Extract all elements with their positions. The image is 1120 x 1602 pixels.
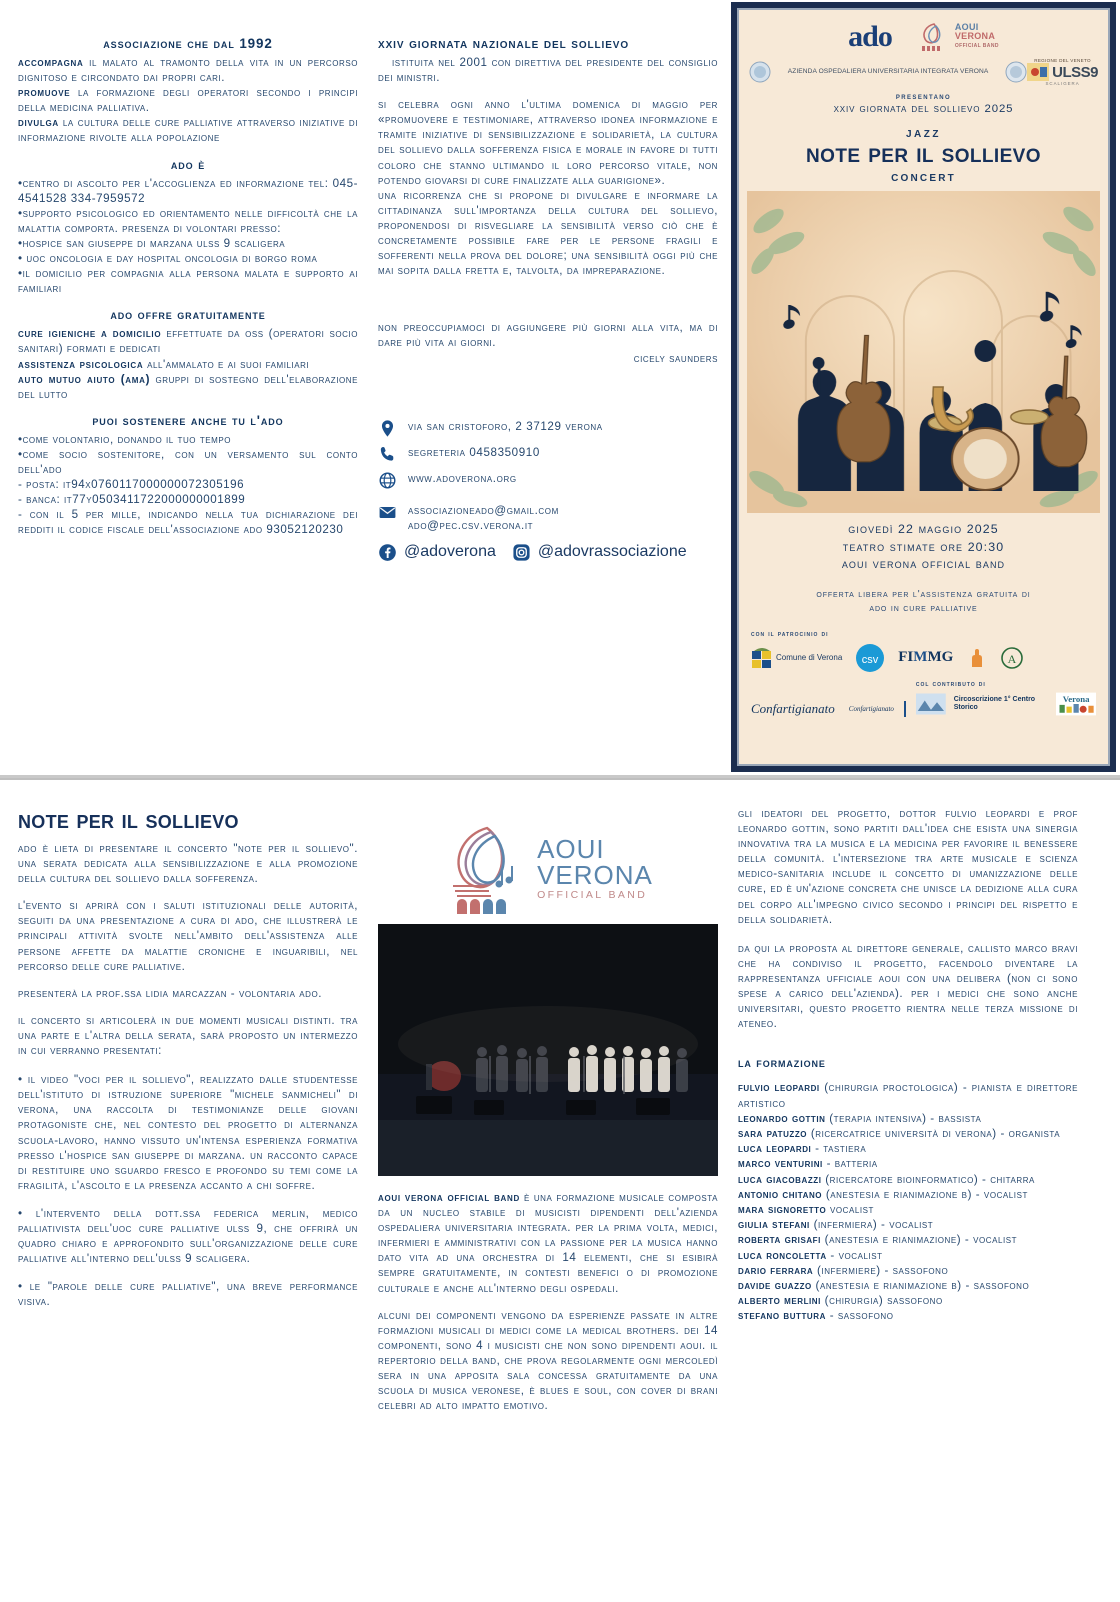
paragraph-componenti: alcuni dei componenti vengono da esperienze passate in altre formazioni musicali di medici come la medical brothers. dei 14 componenti, sono 4 i musicisti che non sono dipendenti aoui. il repertorio della band, che prova regolarmente ogni mercoledì sera in una apposita sala concessa gratuitamente da una scuola di musica veronese, è blues e soul, con cover di brani celebri ad alto impatto emotivo. bbox=[378, 1308, 718, 1413]
paragraph-proposta: da qui la proposta al direttore generale, callisto marco bravi che ha condiviso il progetto, facendolo diventare la rappresentanza ufficiale aoui con una delibera (non ci sono spese a carico dell'azienda). per i medici che sono anche universitari, questo progetto rientra nelle terza missione di ateneo. bbox=[738, 941, 1078, 1031]
member-name: sara patuzzo bbox=[738, 1126, 808, 1140]
poster-institution-row bbox=[739, 56, 1108, 86]
list-item: •come volontario, donando il tuo tempo bbox=[18, 432, 232, 446]
paragraph-concerto: il concerto si articolerà in due momenti musicali distinti. tra una parte e l'altra della serata, sarà proposto un intermezzo in cui verranno presentati: bbox=[18, 1013, 358, 1058]
hand-logo-icon bbox=[966, 647, 988, 669]
brochure-page-2 bbox=[0, 778, 1120, 1602]
aoui-band-logo bbox=[378, 820, 718, 916]
confartigianato-1: Confartigianato bbox=[751, 700, 835, 716]
concert-label: concert bbox=[891, 169, 956, 185]
facebook-handle: @adoverona bbox=[404, 543, 496, 561]
contact-address bbox=[378, 419, 718, 438]
member-name: alberto merlini bbox=[738, 1294, 821, 1308]
email-gmail: associazioneado@gmail.com bbox=[408, 503, 559, 517]
member-name: antonio chitano bbox=[738, 1187, 823, 1201]
ado-logo: ado bbox=[848, 20, 892, 53]
member-role: (terapia intensiva) - bassista bbox=[825, 1111, 982, 1125]
envelope-icon bbox=[378, 503, 397, 522]
list-item bbox=[738, 1111, 1078, 1126]
lead-divulga: divulga bbox=[18, 116, 59, 130]
aoui-mark-large-icon bbox=[443, 820, 529, 916]
circoscrizione-crest-icon bbox=[916, 692, 946, 716]
list-item bbox=[738, 1172, 1078, 1187]
comune-verona-text: Comune di Verona bbox=[776, 653, 843, 662]
list-item bbox=[738, 1293, 1078, 1308]
list-item: • il video "voci per il sollievo", realizzato dalle studentesse dell'istituto di istruzione superiore "michele sanmicheli" di verona, una raccolta di testimonianze delle giovani protagoniste che, nel contesto del progetto di alternanza scuola-lavoro, hanno vissuto un'intensa esperienza formativa presso l'hospice san giuseppe di marzana. un racconto capace di restituire uno sguardo fresco e profondo su temi come la fragilità, l'ascolto e la presenza accanto a chi soffre. bbox=[18, 1073, 358, 1192]
member-name: marco venturini bbox=[738, 1157, 823, 1171]
service-ama bbox=[18, 372, 358, 402]
csv-logo-icon bbox=[855, 643, 885, 673]
lead-cure-igieniche: cure igieniche a domicilio bbox=[18, 327, 162, 341]
contribution-block bbox=[916, 679, 1096, 717]
member-role: (infermiera) - vocalist bbox=[809, 1218, 934, 1232]
comune-crest-icon bbox=[751, 646, 773, 670]
member-role: (chirurgia proctologica) - pianista e direttore artistico bbox=[738, 1081, 1079, 1110]
text-accompagna: il malato al tramonto della vita in un percorso dignitoso e circondato dai propri cari. bbox=[18, 56, 358, 85]
aoui-city: VERONA bbox=[954, 31, 996, 42]
codice-fiscale: - con il 5 per mille, indicando nella tua dichiarazione dei redditi il codice fiscale dell'associazione ado 93052120230 bbox=[18, 508, 358, 537]
member-name: davide guazzo bbox=[738, 1278, 812, 1292]
text-aoui-band: è una formazione musicale composta da un nucleo stabile di musicisti dipendenti dell'azienda ospedaliera universitaria integrata. per la prima volta, medici, infermieri e amministrativi con la passione per la musica hanno dato vita ad una orchestra di 14 elementi, che si esibirà sempre gratuitamente, in contesti benefici o di promozione culturale e anche all'interno degli ospedali. bbox=[378, 1191, 719, 1295]
brochure-page-1 bbox=[0, 0, 1120, 778]
iban-posta: - posta: it94x0760117000000072305196 bbox=[18, 478, 245, 492]
website-text: www.adoverona.org bbox=[408, 471, 517, 485]
text-cure-igieniche: effettuate da oss (operatori socio sanitari) formati e dedicati bbox=[18, 327, 358, 356]
member-name: giulia stefani bbox=[738, 1218, 810, 1232]
page2-left-column bbox=[18, 806, 358, 1309]
list-item bbox=[738, 1308, 1078, 1323]
circle-a-logo-icon bbox=[1001, 647, 1023, 669]
member-role: (chirurgia) sassofono bbox=[820, 1294, 943, 1308]
ulss-logo bbox=[1027, 58, 1098, 86]
logo-comune-verona bbox=[751, 646, 842, 670]
list-item bbox=[738, 1080, 1078, 1110]
list-item: • l'intervento della dott.ssa federica merlin, medico palliativista dell'uoc cure palliative ulss 9, che offrirà un quadro chiaro e approfondito sull'organizzazione delle cure palliative all'interno dell'ulss 9 scaligera. bbox=[18, 1206, 358, 1266]
member-name: dario ferrara bbox=[738, 1263, 814, 1277]
jazz-band-illustration bbox=[747, 191, 1100, 513]
contact-social[interactable] bbox=[378, 543, 718, 562]
list-item bbox=[738, 1232, 1078, 1247]
text-ama: gruppi di sostegno dell'elaborazione del lutto bbox=[18, 372, 359, 401]
list-item bbox=[738, 1187, 1078, 1202]
member-role: (anestesia e rianimazione) - vocalist bbox=[820, 1233, 1018, 1247]
aoui-name: AOUI bbox=[954, 21, 979, 32]
text-promuove: la formazione degli operatori secondo i principi della medicina palliativa. bbox=[18, 86, 358, 115]
offer-line-2: ado in cure palliative bbox=[869, 602, 978, 614]
paragraph-ricorrenza: una ricorrenza che si propone di divulgare e informare la cittadinanza sull'importanza della cultura del sollievo, proponendosi di risvegliare la sensibilità verso ciò che è concretamente possibile fare per le persone fragili e sofferenti nella prova del dolore; una sensibilità oggi più che mai sopita dalla fretta e, talvolta, da impreparazione. bbox=[378, 188, 718, 278]
member-role: (ricercatrice università di verona) - organista bbox=[807, 1126, 1061, 1140]
phone-icon bbox=[378, 445, 397, 464]
aoui-band-name: AOUI bbox=[537, 833, 605, 864]
poster-inner bbox=[737, 8, 1110, 766]
page2-middle-column bbox=[378, 806, 718, 1413]
contact-phone bbox=[378, 445, 718, 464]
aoui-sub: OFFICIAL BAND bbox=[954, 42, 999, 49]
quote-author: cicely saunders bbox=[633, 351, 718, 365]
lead-ama: auto mutuo aiuto (ama) bbox=[18, 372, 151, 386]
event-band: aoui verona official band bbox=[841, 557, 1006, 571]
member-name: roberta grisafi bbox=[738, 1233, 821, 1247]
member-role: vocalist bbox=[826, 1202, 874, 1216]
service-assistenza bbox=[18, 357, 358, 372]
list-item bbox=[738, 1248, 1078, 1263]
patronage-logos bbox=[751, 643, 1096, 673]
facebook-icon[interactable] bbox=[378, 543, 397, 562]
member-name: mara signoretto bbox=[738, 1202, 827, 1216]
list-item: •supporto psicologico ed orientamento nelle difficoltà che la malattia comporta. presenza di volontari presso: bbox=[18, 206, 358, 235]
offer-line-1: offerta libera per l'assistenza gratuita di bbox=[816, 588, 1031, 600]
event-venue: teatro stimate ore 20:30 bbox=[842, 539, 1005, 554]
heading-giornata: xxiv giornata nazionale del sollievo bbox=[378, 36, 630, 51]
paragraph-divulga bbox=[18, 115, 358, 145]
email-block bbox=[408, 503, 559, 533]
paragraph-evento: l'evento si aprirà con i saluti istituzionali delle autorità, seguiti da una presentazione a cura di ado, che illustrerà le principali attività svolte nell'ambito dell'assistenza alle persone affette da malattie croniche e inguaribili, nel percorso delle cure palliative. bbox=[18, 899, 358, 973]
globe-icon bbox=[378, 471, 397, 490]
paragraph-promuove bbox=[18, 85, 358, 115]
paragraph-accompagna bbox=[18, 55, 358, 85]
list-item: • le "parole delle cure palliative", una breve performance visiva. bbox=[18, 1280, 358, 1309]
fimmg-logo: FIMMG bbox=[898, 649, 954, 665]
list-item bbox=[738, 1141, 1078, 1156]
list-item: •centro di ascolto per l'accoglienza ed informazione tel: 045-4541528 334-7959572 bbox=[18, 176, 358, 205]
heading-ado-e: ado è bbox=[170, 156, 206, 172]
list-item: •come socio sostenitore, con un versamento sul conto dell'ado bbox=[18, 447, 358, 476]
paragraph-ideatori: gli ideatori del progetto, dottor fulvio leopardi e prof leonardo gottin, sono partiti dall'idea che esista una sinergia innovativa tra la musica e la medicina per favorire il benessere della comunità. l'intersezione tra arte musicale e scienza medico-sanitaria include il concetto di umanizzazione delle cure, ed è un'azione concreta che unisce la dedizione alla cura del corpo all'impegno civico secondo i principi del rispetto e della solidarietà. bbox=[738, 807, 1078, 926]
contribution-label: col contributo di bbox=[915, 678, 986, 688]
concert-poster bbox=[731, 2, 1116, 772]
paragraph-si-celebra: si celebra ogni anno l'ultima domenica di maggio per «promuovere e testimoniare, attraverso idonea informazione e tramite iniziative di sensibilizzazione e solidarietà, la cultura del sollievo dalla sofferenza fisica e morale in favore di tutti coloro che stanno ultimando il loro percorso vitale, non potendo giovarsi di cure finalizzate alla guarigione». bbox=[378, 98, 718, 187]
heading-la-formazione: la formazione bbox=[738, 1055, 826, 1071]
member-name: leonardo gottin bbox=[738, 1111, 826, 1125]
location-pin-icon bbox=[378, 419, 397, 438]
list-item bbox=[738, 1126, 1078, 1141]
poster-artwork bbox=[747, 191, 1100, 513]
list-item: • uoc oncologia e day hospital oncologia di borgo roma bbox=[18, 252, 318, 266]
presentano-label: presentano bbox=[895, 91, 952, 101]
page1-middle-column bbox=[378, 36, 718, 562]
address-text: via san cristoforo, 2 37129 verona bbox=[408, 419, 603, 433]
member-name: fulvio leopardi bbox=[738, 1081, 820, 1095]
page2-right-column bbox=[738, 806, 1078, 1324]
poster-footer bbox=[739, 513, 1108, 764]
band-stage-photo bbox=[378, 924, 718, 1176]
member-name: stefano buttura bbox=[738, 1309, 826, 1323]
email-pec: ado@pec.csv.verona.it bbox=[408, 518, 534, 532]
paragraph-intro: ado è lieta di presentare il concerto "note per il sollievo". una serata dedicata alla sensibilizzazione e alla promozione della cultura del sollievo dalla sofferenza. bbox=[18, 842, 358, 886]
page2-title: note per il sollievo bbox=[18, 806, 239, 834]
event-date: giovedì 22 maggio 2025 bbox=[848, 522, 999, 536]
aoui-mark-icon bbox=[918, 22, 952, 52]
instagram-handle: @adovrassociazione bbox=[537, 543, 687, 561]
aoui-logo-text bbox=[955, 23, 999, 52]
aoui-wordmark bbox=[537, 833, 653, 901]
lead-assistenza: assistenza psicologica bbox=[18, 357, 144, 371]
member-role: - batteria bbox=[822, 1157, 878, 1171]
heading-associazione: associazione che dal 1992 bbox=[103, 36, 273, 51]
aoui-band-sub: OFFICIAL BAND bbox=[537, 888, 648, 901]
text-assistenza: all'ammalato e ai suoi familiari bbox=[143, 357, 310, 371]
confartigianato-logos bbox=[751, 701, 906, 717]
regione-veneto-label: REGIONE DEL VENETO bbox=[1034, 58, 1091, 63]
member-role: - vocalist bbox=[826, 1248, 883, 1262]
member-role: (infermiere) - sassofono bbox=[813, 1263, 949, 1277]
list-item: •il domicilio per compagnia alla persona malata e supporto ai familiari bbox=[18, 267, 358, 296]
giornata-label: xxiv giornata del sollievo 2025 bbox=[833, 103, 1014, 115]
poster-top-logos bbox=[739, 10, 1108, 56]
member-name: luca roncoletta bbox=[738, 1248, 827, 1262]
ulss-sub: SCALIGERA bbox=[1045, 81, 1080, 86]
aoui-logo-small bbox=[918, 22, 999, 52]
svg-text:Verona: Verona bbox=[1062, 693, 1090, 704]
service-cure-igieniche bbox=[18, 326, 358, 356]
confartigianato-2: Confartigianato bbox=[848, 704, 894, 713]
member-name: luca giacobazzi bbox=[738, 1172, 822, 1186]
verona-city-logo-icon bbox=[1056, 691, 1096, 717]
jazz-label: jazz bbox=[906, 124, 941, 140]
heading-puoi-sostenere: puoi sostenere anche tu l'ado bbox=[92, 412, 284, 428]
aoui-band-city: VERONA bbox=[537, 859, 653, 890]
member-role: (anestesia e rianimazione b) - sassofono bbox=[811, 1278, 1030, 1292]
svg-text:A: A bbox=[1007, 651, 1017, 666]
ulss-name: ULSS9 bbox=[1052, 63, 1098, 81]
aoui-seal-icon bbox=[749, 61, 771, 83]
member-name: luca leopardi bbox=[738, 1142, 812, 1156]
paragraph-band-desc bbox=[378, 1190, 718, 1296]
member-role: (ricercatore bioinformatico) - chitarra bbox=[821, 1172, 1035, 1186]
instagram-icon[interactable] bbox=[512, 543, 531, 562]
heading-ado-offre: ado offre gratuitamente bbox=[110, 307, 266, 323]
list-item bbox=[738, 1278, 1078, 1293]
contact-website[interactable] bbox=[378, 471, 718, 490]
poster-title: note per il sollievo bbox=[806, 138, 1041, 168]
svg-text:csv: csv bbox=[862, 653, 879, 666]
veneto-lion-icon bbox=[1027, 63, 1049, 81]
lead-accompagna: accompagna bbox=[18, 56, 84, 69]
quote-text: non preoccupiamoci di aggiungere più giorni alla vita, ma di dare più vita ai giorni. bbox=[378, 321, 718, 350]
lead-aoui-band: aoui verona official band bbox=[378, 1191, 520, 1204]
stage-photo-illustration bbox=[378, 924, 718, 1176]
list-item bbox=[738, 1202, 1078, 1217]
lead-promuove: promuove bbox=[18, 86, 71, 100]
circoscrizione-text: Circoscrizione 1° Centro Storico bbox=[953, 695, 1036, 711]
paragraph-istituita: istituita nel 2001 con direttiva del presidente del consiglio dei ministri. bbox=[378, 56, 718, 85]
list-item bbox=[738, 1217, 1078, 1232]
list-item bbox=[738, 1263, 1078, 1278]
phone-text: segreteria 0458350910 bbox=[408, 445, 540, 459]
member-role: - tastiera bbox=[811, 1142, 867, 1156]
contact-email[interactable] bbox=[378, 503, 718, 533]
patronage-label: con il patrocinio di bbox=[751, 628, 829, 638]
page1-left-column bbox=[18, 36, 358, 537]
list-item bbox=[738, 1156, 1078, 1171]
list-item: •hospice san giuseppe di marzana ulss 9 scaligera bbox=[18, 236, 286, 250]
university-seal-icon bbox=[1005, 61, 1027, 83]
member-role: (anestesia e rianimazione b) - vocalist bbox=[822, 1187, 1028, 1201]
paragraph-presenta: presenterà la prof.ssa lidia marcazzan - volontaria ado. bbox=[18, 986, 322, 1000]
iban-banca: - banca: it77y0503411722000000001899 bbox=[18, 493, 246, 507]
text-divulga: la cultura delle cure palliative attraverso iniziative di informazione rivolte alla popolazione bbox=[18, 116, 358, 145]
azienda-label: AZIENDA OSPEDALIERA UNIVERSITARIA INTEGRATA VERONA bbox=[787, 68, 989, 75]
member-role: - sassofono bbox=[825, 1309, 894, 1323]
